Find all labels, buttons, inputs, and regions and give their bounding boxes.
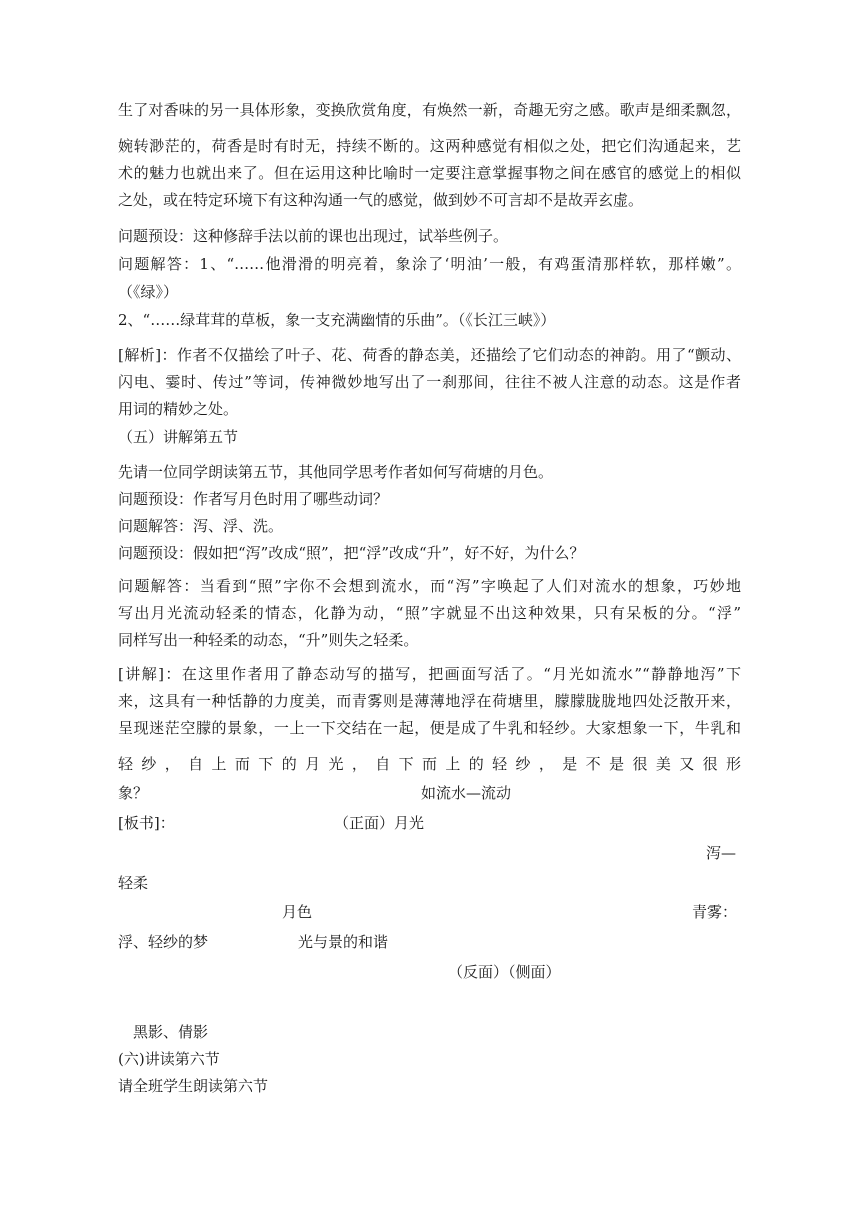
board-flow: 如流水—流动 [421, 784, 512, 802]
analysis-line: 闪电、霎时、传过”等词，传神微妙地写出了一刹那间，往往不被人注意的动态。这是作者 [118, 373, 741, 391]
paragraph-line: 婉转渺茫的，荷香是时有时无，持续不断的。这两种感觉有相似之处，把它们沟通起来，艺 [118, 137, 741, 155]
section-heading: （五）讲解第五节 [118, 428, 239, 446]
paragraph-line: 生了对香味的另一具体形象，变换欣赏角度，有焕然一新，奇趣无穷之感。歌声是细柔飘忽， [118, 101, 741, 119]
lecture-line: 轻 纱 ， 自 上 而 下 的 月 光 ， 自 下 而 上 的 轻 纱 ， 是 不 是 很 美 又 很 形 [118, 755, 741, 773]
question-answer: 问题解答：1、“……他滑滑的明亮着，象涂了‘明油’一般，有鸡蛋清那样软，那样嫩”。 [118, 255, 741, 273]
paragraph-line: 之处，或在特定环境下有这种沟通一气的感觉，做到妙不可言却不是故弄玄虚。 [118, 191, 644, 209]
question-preset: 问题预设：这种修辞手法以前的课也出现过，试举些例子。 [118, 227, 509, 245]
board-front-moonlight: （正面）月光 [334, 814, 425, 832]
analysis-line: 用词的精妙之处。 [118, 400, 239, 418]
lecture-line: 来，这具有一种恬静的力度美，而青雾则是薄薄地浮在荷塘里，朦朦胧胧地四处泛散开来， [118, 692, 741, 710]
question-answer: 写出月光流动轻柔的情态，化静为动，“照”字就显不出这种效果，只有呆板的分。“浮” [118, 604, 741, 622]
board-back-side: （反面）（侧面） [448, 963, 561, 981]
board-fu: 浮、轻纱的梦 [118, 933, 209, 951]
board-label: [板书]： [118, 814, 175, 832]
section-heading: (六)讲读第六节 [118, 1050, 220, 1068]
board-harmony: 光与景的和谐 [298, 933, 389, 951]
paragraph-line: 术的魅力也就出来了。但在运用这种比喻时一定要注意掌握事物之间在感官的感觉上的相似 [118, 164, 741, 182]
board-qingrou: 轻柔 [118, 874, 149, 892]
board-qingwu: 青雾： [692, 903, 738, 921]
paragraph-line: 请全班学生朗读第六节 [118, 1077, 269, 1095]
board-shadow: 黑影、倩影 [133, 1023, 209, 1041]
lecture-line: 象？ [118, 784, 149, 802]
question-answer: 同样写出一种轻柔的动态，“升”则失之轻柔。 [118, 631, 419, 649]
question-preset: 问题预设：作者写月色时用了哪些动词？ [118, 490, 389, 508]
question-preset: 问题预设：假如把“泻”改成“照”，把“浮”改成“升”，好不好，为什么？ [118, 544, 585, 562]
lecture-line: [讲解]：在这里作者用了静态动写的描写，把画面写活了。“月光如流水”“静静地泻”下 [118, 665, 741, 683]
citation: （《绿》） [118, 283, 179, 301]
board-yuese: 月色 [282, 903, 313, 921]
question-answer: 问题解答：泻、浮、洗。 [118, 517, 284, 535]
question-answer: 问题解答：当看到“照”字你不会想到流水，而“泻”字唤起了人们对流水的想象，巧妙地 [118, 577, 741, 595]
example-line: 2、“……绿茸茸的草板，象一支充满幽情的乐曲”。（《长江三峡》） [118, 311, 556, 329]
analysis-line: [解析]：作者不仅描绘了叶子、花、荷香的静态美，还描绘了它们动态的神韵。用了“颤动、 [118, 346, 741, 364]
paragraph-line: 先请一位同学朗读第五节，其他同学思考作者如何写荷塘的月色。 [118, 463, 554, 481]
board-xie: 泻— [706, 844, 737, 862]
lecture-line: 呈现迷茫空朦的景象，一上一下交结在一起，便是成了牛乳和轻纱。大家想象一下，牛乳和 [118, 719, 741, 737]
